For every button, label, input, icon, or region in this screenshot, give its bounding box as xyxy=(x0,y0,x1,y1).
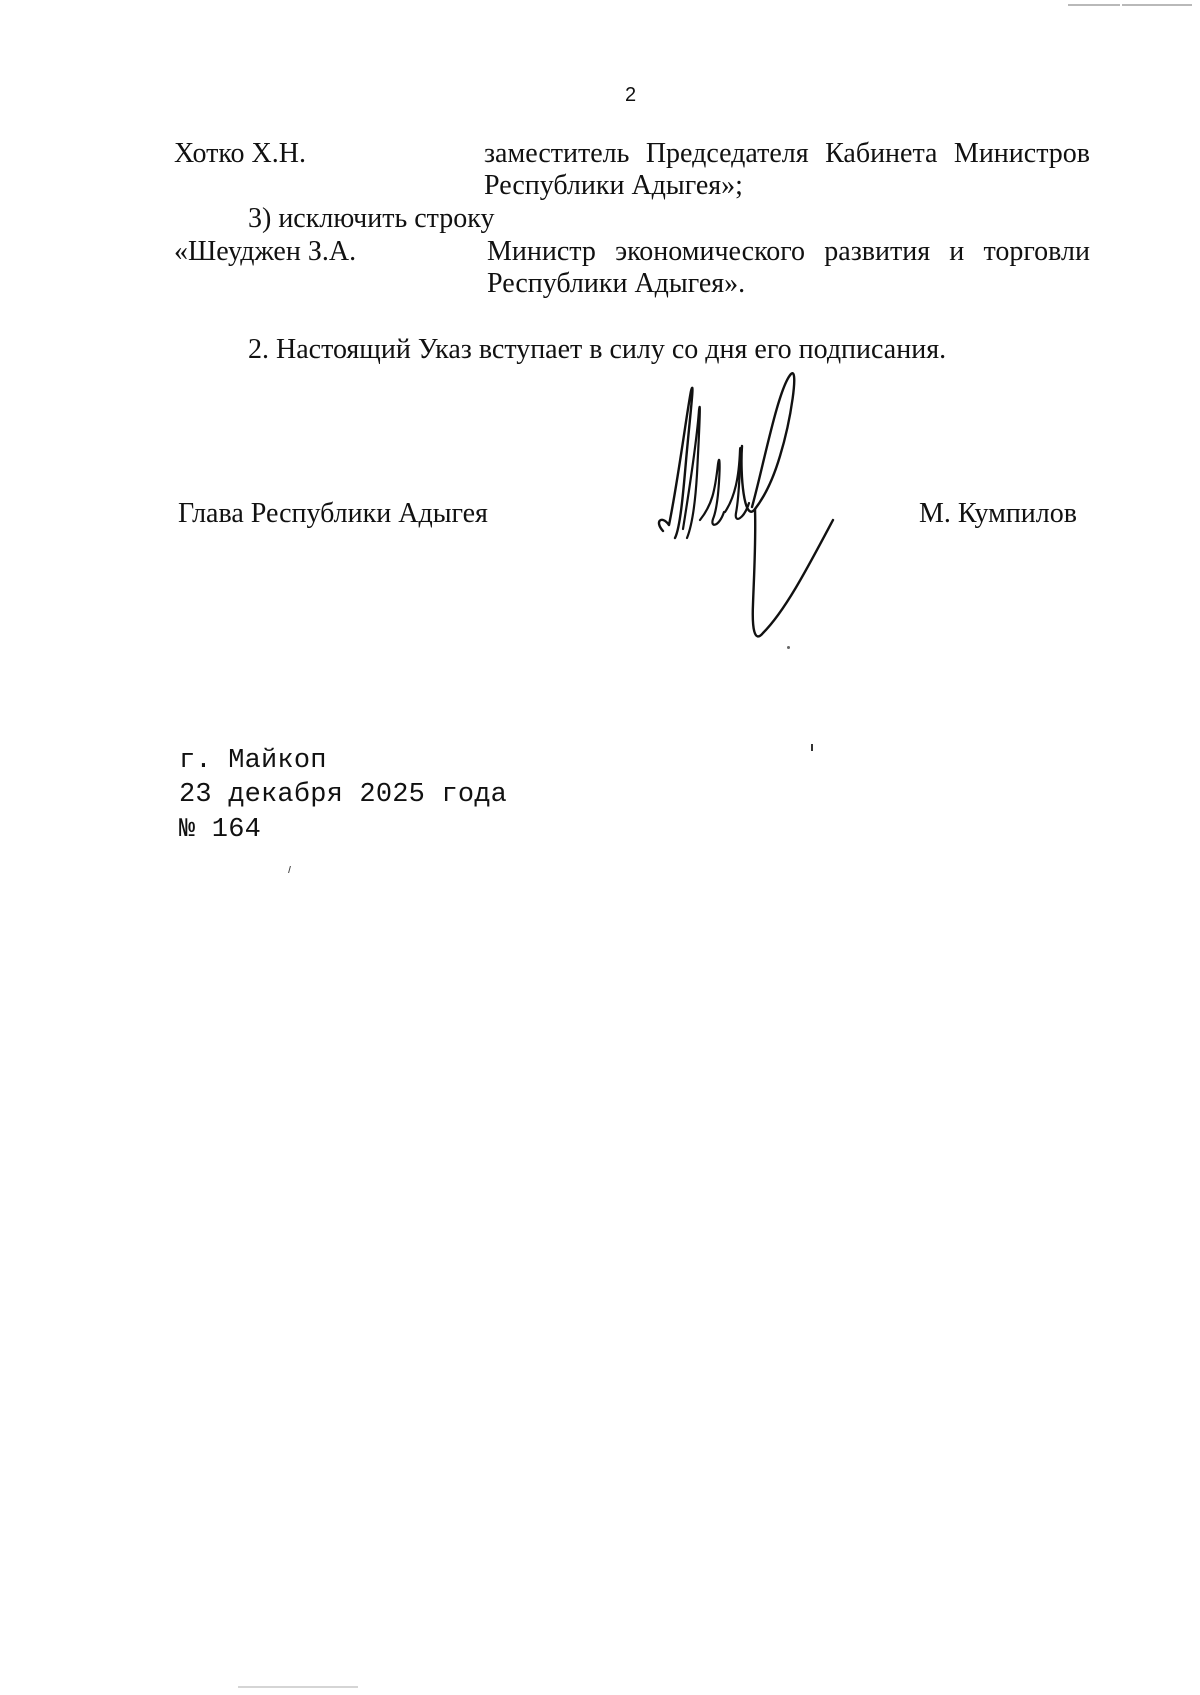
item-3-position-line-1: Министр экономического развития и торговли xyxy=(487,236,1090,267)
signature-stroke-3 xyxy=(700,460,724,525)
handwritten-signature xyxy=(640,368,880,658)
signature-stroke-1 xyxy=(659,388,692,538)
signer-name: М. Кумпилов xyxy=(919,498,1077,529)
scan-dot-2 xyxy=(811,744,813,751)
entry-1-name: Хотко Х.Н. xyxy=(174,138,306,169)
footer-number: № 164 xyxy=(179,815,262,845)
item-3-position-line-2: Республики Адыгея». xyxy=(487,268,746,299)
paragraph-2: 2. Настоящий Указ вступает в силу со дня его подписания. xyxy=(248,334,947,365)
entry-1-position-line-2: Республики Адыгея»; xyxy=(484,170,743,201)
scan-artifact-top-right-1 xyxy=(1068,4,1120,6)
signature-stroke-4 xyxy=(725,448,749,519)
scan-artifact-top-right-2 xyxy=(1122,4,1192,6)
signature-stroke-6 xyxy=(753,509,833,636)
footer-city: г. Майкоп xyxy=(179,746,327,776)
entry-1-position-line-1: заместитель Председателя Кабинета Министров xyxy=(484,138,1090,169)
item-3-instruction: 3) исключить строку xyxy=(248,203,495,234)
item-3-name: «Шеуджен З.А. xyxy=(174,236,357,267)
scan-artifact-bottom xyxy=(238,1686,358,1688)
signature-title: Глава Республики Адыгея xyxy=(178,498,488,529)
scan-dot-1 xyxy=(787,646,790,649)
scan-dot-3 xyxy=(288,866,294,873)
signature-stroke-5 xyxy=(742,373,795,512)
page-number: 2 xyxy=(625,84,637,106)
footer-date: 23 декабря 2025 года xyxy=(179,780,508,810)
